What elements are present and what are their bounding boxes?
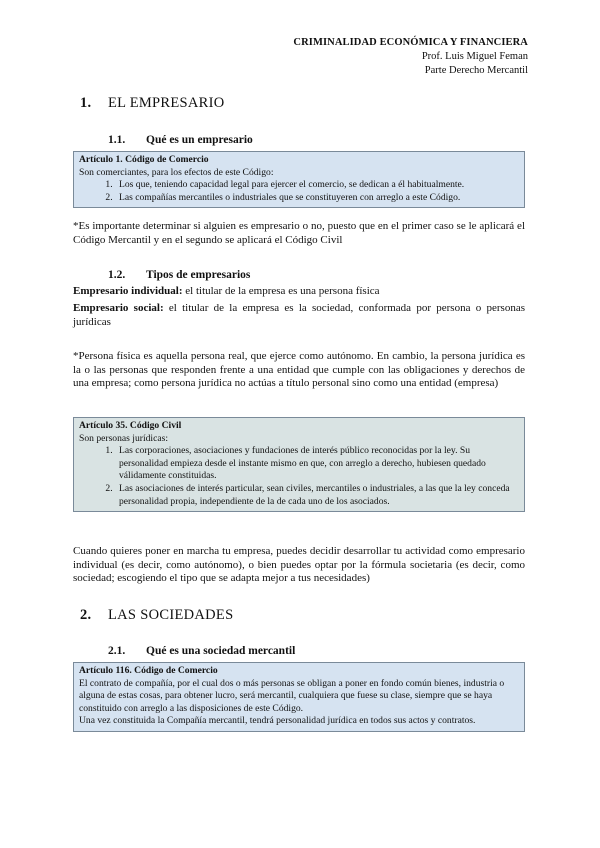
document-header [293, 36, 528, 78]
professor-name: Prof. Luis Miguel Feman [421, 51, 528, 62]
article-1-title: Artículo 1. Código de Comercio [79, 154, 209, 165]
empresario-individual-label: Empresario individual: [73, 285, 183, 297]
section-1-heading [80, 95, 225, 112]
article-35-item: 1. Las corporaciones, asociaciones y fundaciones de interés público reconocidas por la ley. Su personalidad empieza desde el instante mismo en que, con arreglo a derecho, hubiesen quedado válidamente constituidas. [115, 445, 519, 483]
section-2-heading [80, 607, 233, 624]
course-title: CRIMINALIDAD ECONÓMICA Y FINANCIERA [293, 37, 528, 48]
empresario-social [73, 302, 525, 329]
article-1-item: 2. Las compañías mercantiles o industriales que se constituyeren con arreglo a este Código. [115, 192, 519, 205]
article-116-paragraph-2: Una vez constituida la Compañía mercantil, tendrá personalidad jurídica en todos sus actos y contratos. [79, 715, 476, 727]
article-1-box [73, 151, 525, 208]
article-35-box [73, 417, 525, 512]
subsection-2-1-number: 2.1. [108, 645, 126, 657]
article-1-intro: Son comerciantes, para los efectos de este Código: [79, 166, 274, 178]
article-35-item: 2. Las asociaciones de interés particular, sean civiles, mercantiles o industriales, a las que la ley conceda personalidad propia, independiente de la de cada uno de los asociados. [115, 483, 519, 508]
course-part: Parte Derecho Mercantil [424, 65, 528, 76]
section-1-number: 1. [80, 95, 92, 111]
subsection-1-1-title: Qué es un empresario [146, 134, 253, 146]
subsection-2-1-heading [108, 645, 295, 657]
empresario-individual-text: el titular de la empresa es una persona física [182, 285, 380, 297]
section-1-title: EL EMPRESARIO [108, 95, 225, 111]
subsection-1-2-number: 1.2. [108, 269, 126, 281]
empresario-social-label: Empresario social: [73, 302, 164, 314]
subsection-1-2-title: Tipos de empresarios [146, 269, 251, 281]
subsection-1-2-heading [108, 269, 250, 281]
note-persona-fisica: *Persona física es aquella persona real, que ejerce como autónomo. En cambio, la persona jurídica es la o las personas que responden frente a una entidad que cumple con las obligaciones y derechos de una empresa; como persona jurídica no actúas a título personal sino como una entidad (empresa) [73, 350, 525, 389]
article-35-list [79, 445, 519, 508]
article-35-title: Artículo 35. Código Civil [79, 420, 182, 431]
article-116-paragraph-1: El contrato de compañía, por el cual dos o más personas se obligan a poner en fondo común bienes, industria o alguna de estas cosas, para obtener lucro, será mercantil, cualquiera que fuese su clase, siempre que se haya constituido con arreglo a las disposiciones de este Código. [79, 677, 505, 714]
subsection-2-1-title: Qué es una sociedad mercantil [146, 645, 296, 657]
closing-paragraph: Cuando quieres poner en marcha tu empresa, puedes decidir desarrollar tu actividad como empresario individual (es decir, como autónomo), o bien puedes optar por la fórmula societaria (es decir, como sociedad; escogiendo el tipo que se adapta mejor a tus necesidades) [73, 545, 525, 584]
note-empresario: *Es importante determinar si alguien es empresario o no, puesto que en el primer caso se le aplicará el Código Mercantil y en el segundo se aplicará el Código Civil [73, 220, 525, 246]
subsection-1-1-heading [108, 134, 253, 146]
empresario-social-text: el titular de la empresa es la sociedad, conformada por persona o personas jurídicas [73, 302, 525, 328]
subsection-1-1-number: 1.1. [108, 134, 126, 146]
article-1-item: 1. Los que, teniendo capacidad legal para ejercer el comercio, se dedican a él habitualmente. [115, 179, 519, 192]
section-2-number: 2. [80, 607, 92, 623]
empresario-individual [73, 285, 525, 299]
section-2-title: LAS SOCIEDADES [108, 607, 234, 623]
article-116-title: Artículo 116. Código de Comercio [79, 665, 218, 676]
article-35-intro: Son personas jurídicas: [79, 432, 168, 444]
article-1-list [79, 179, 519, 204]
article-116-box [73, 662, 525, 732]
